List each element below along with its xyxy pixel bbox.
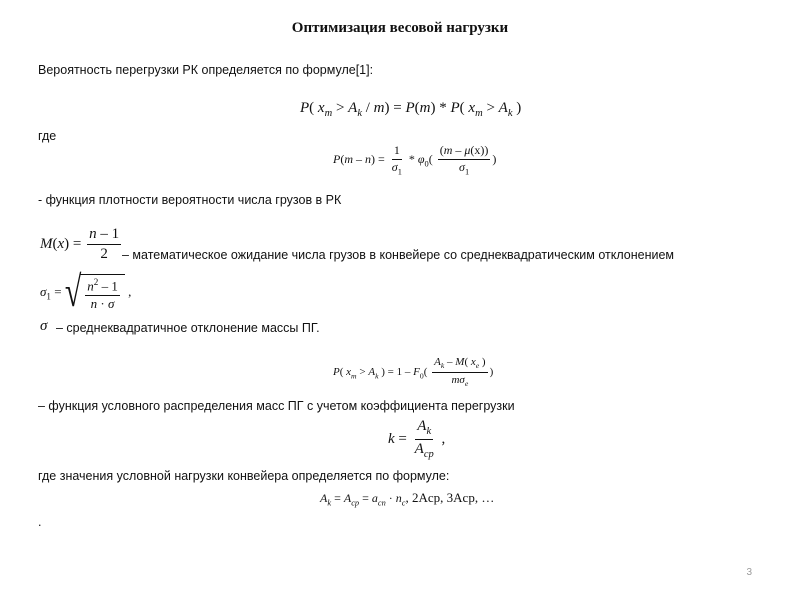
trailing-dot: . — [38, 515, 42, 529]
density-formula: P(m – n) = $\frac{1}{\sigma_1}$ * $\varphi_0$( $\frac{(m - \mu(x))}{\sigma_1}$ ) — [333, 143, 497, 177]
conditional-description: – функция условного распределения масс ПГ с учетом коэффициента перегрузки — [38, 399, 515, 413]
overload-probability-formula: P( $x_m > A_k / m) = P(m) * P$( $x_m > A_k$ ) — [300, 100, 522, 119]
overload-coefficient-formula: k = $\frac{A_k}{A_{cp}}$ , — [388, 418, 446, 461]
expectation-formula: M(x) = $\frac{n - 1}{2}$ — [40, 226, 120, 263]
density-description: - функция плотности вероятности числа грузов в РК — [38, 193, 342, 207]
page-number: 3 — [746, 567, 752, 578]
where-label-1: где — [38, 129, 57, 143]
slide-title: Оптимизация весовой нагрузки — [291, 20, 509, 36]
intro-text: Вероятность перегрузки РК определяется по формуле[1]: — [38, 63, 374, 77]
conditional-load-formula: $A_k = A_{cp} = a_{cn} \cdot n_c$, 2Aср, 3Aср, … — [320, 490, 495, 508]
sigma1-formula: $\sigma_1$ = √ $\frac{n^2 - 1}{n \cdot \sigma}$ , — [40, 268, 132, 317]
sigma-symbol: σ — [40, 318, 48, 334]
sigma-description: – среднеквадратичное отклонение массы ПГ. — [56, 321, 320, 335]
load-description: где значения условной нагрузки конвейера определяется по формуле: — [38, 469, 450, 483]
conditional-distribution-formula: P( $x_m > A_k$ ) = $1 - F_0$( $\frac{A_k - M( x_e )}{m\sigma_e}$ ) — [333, 356, 494, 389]
expectation-description: – математическое ожидание числа грузов в конвейере со среднеквадратическим отклонением — [122, 248, 675, 262]
load-sequence: , 2Aср, 3Aср, … — [405, 490, 495, 505]
